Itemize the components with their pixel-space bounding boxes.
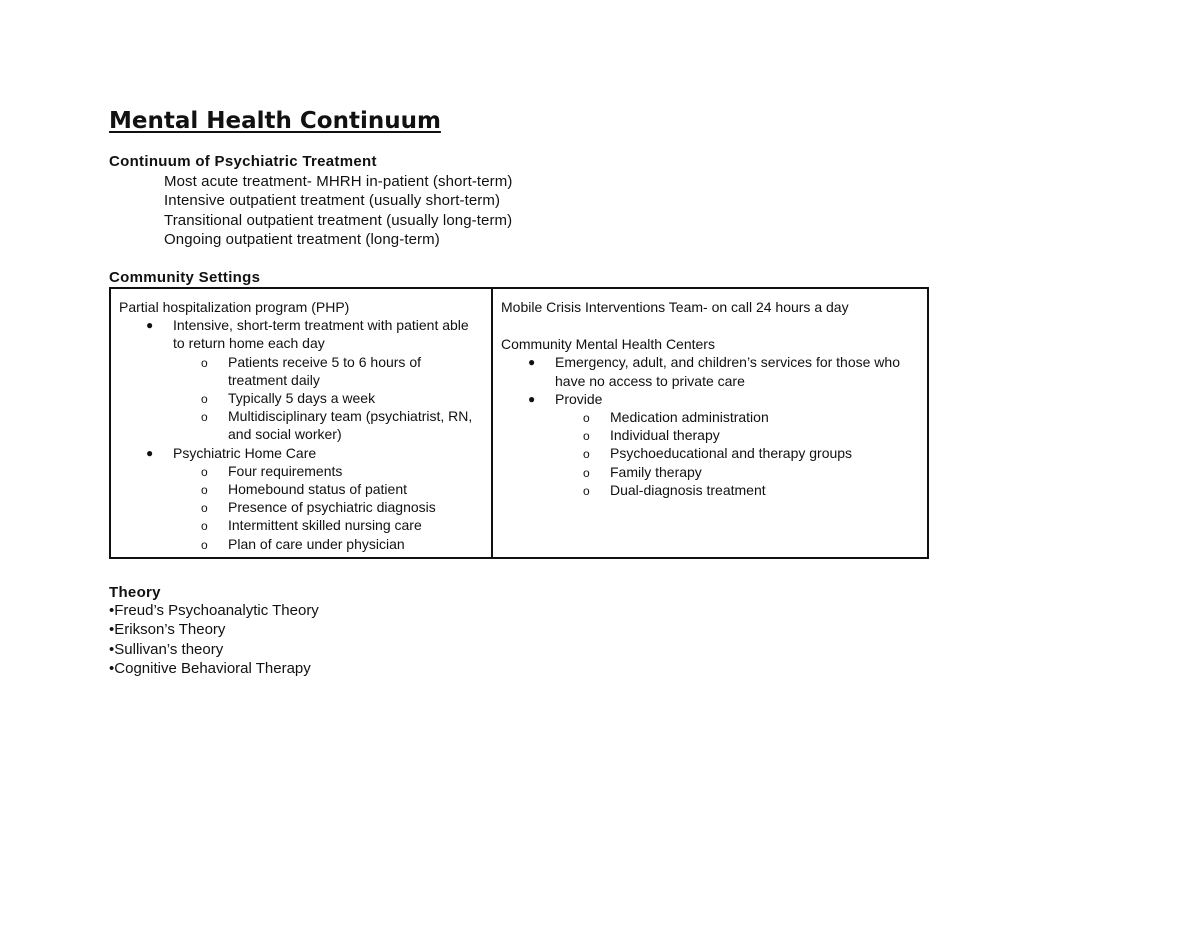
bullet-icon: ● <box>528 355 536 370</box>
spacer <box>501 316 927 335</box>
table-cell-php <box>111 289 493 557</box>
list-item <box>201 535 491 553</box>
theory-heading: Theory <box>109 584 161 601</box>
php-bullet-list <box>119 316 491 553</box>
list-item <box>583 426 927 444</box>
circle-bullet-icon: o <box>201 355 208 370</box>
continuum-item: Transitional outpatient treatment (usually long-term) <box>164 211 513 229</box>
circle-bullet-icon: o <box>201 392 208 407</box>
bullet-icon: ● <box>146 318 154 333</box>
mobile-crisis-title: Mobile Crisis Interventions Team- on call 24 hours a day <box>501 299 849 315</box>
circle-bullet-icon: o <box>201 483 208 498</box>
continuum-list <box>164 172 512 249</box>
continuum-item: Ongoing outpatient treatment (long-term) <box>164 230 440 248</box>
list-item <box>528 353 927 389</box>
list-item <box>583 408 927 426</box>
list-item <box>109 659 319 678</box>
sub-list <box>173 462 491 553</box>
list-item <box>146 316 491 443</box>
bullet-icon: • <box>109 659 115 677</box>
circle-bullet-icon: o <box>583 447 590 462</box>
list-item-text: Patients receive 5 to 6 hours of treatment daily <box>228 353 421 388</box>
continuum-item: Most acute treatment- MHRH in-patient (short-term) <box>164 173 513 190</box>
theory-list <box>109 601 319 678</box>
list-item <box>201 353 491 389</box>
document-title: Mental Health Continuum <box>109 108 441 134</box>
list-item-text: Individual therapy <box>610 427 720 444</box>
bullet-icon: • <box>109 621 115 639</box>
list-item-text: Cognitive Behavioral Therapy <box>114 659 311 677</box>
list-item-text: Psychoeducational and therapy groups <box>610 445 853 462</box>
list-item-text: Family therapy <box>610 463 702 480</box>
list-item-text: Presence of psychiatric diagnosis <box>228 499 436 516</box>
continuum-item: Intensive outpatient treatment (usually short-term) <box>164 192 501 210</box>
table-cell-crisis-and-cmhc <box>493 289 927 557</box>
list-item-text: Four requirements <box>228 462 343 479</box>
list-item-text: Sullivan’s theory <box>114 640 224 658</box>
sub-list <box>555 408 927 499</box>
list-item <box>528 390 927 499</box>
bullet-icon: ● <box>528 391 536 406</box>
circle-bullet-icon: o <box>201 537 208 552</box>
circle-bullet-icon: o <box>201 464 208 479</box>
community-settings-table <box>109 287 929 559</box>
community-settings-heading: Community Settings <box>109 269 261 286</box>
list-item-text: Emergency, adult, and children’s services for those who have no access to private care <box>555 354 900 389</box>
list-item-text: Medication administration <box>610 409 769 426</box>
list-item <box>583 444 927 462</box>
circle-bullet-icon: o <box>201 410 208 425</box>
list-item-text: Erikson’s Theory <box>114 621 226 639</box>
circle-bullet-icon: o <box>583 483 590 498</box>
circle-bullet-icon: o <box>583 429 590 444</box>
list-item-text: Plan of care under physician <box>228 535 405 552</box>
cmhc-bullet-list <box>501 353 927 499</box>
list-item <box>109 640 319 659</box>
circle-bullet-icon: o <box>583 411 590 426</box>
list-item-text: Freud’s Psychoanalytic Theory <box>114 602 319 619</box>
list-item-text: Provide <box>555 390 603 407</box>
circle-bullet-icon: o <box>201 519 208 534</box>
bullet-icon: • <box>109 602 115 619</box>
list-item <box>109 601 319 620</box>
cmhc-title: Community Mental Health Centers <box>501 336 715 353</box>
circle-bullet-icon: o <box>201 501 208 516</box>
list-item <box>201 407 491 443</box>
list-item <box>201 462 491 480</box>
sub-list <box>173 353 491 444</box>
list-item <box>583 481 927 499</box>
list-item <box>109 620 319 639</box>
bullet-icon: ● <box>146 445 154 460</box>
list-item-text: Typically 5 days a week <box>228 390 376 407</box>
list-item-text: Homebound status of patient <box>228 481 408 498</box>
list-item <box>146 444 491 553</box>
list-item <box>201 516 491 534</box>
list-item <box>201 480 491 498</box>
circle-bullet-icon: o <box>583 465 590 480</box>
list-item-text: Dual-diagnosis treatment <box>610 481 766 498</box>
list-item <box>201 389 491 407</box>
list-item <box>201 498 491 516</box>
list-item-text: Intermittent skilled nursing care <box>228 517 422 534</box>
list-item-text: Intensive, short-term treatment with patient able to return home each day <box>173 317 469 352</box>
list-item <box>583 463 927 481</box>
continuum-heading: Continuum of Psychiatric Treatment <box>109 153 377 170</box>
list-item-text: Psychiatric Home Care <box>173 444 317 461</box>
list-item-text: Multidisciplinary team (psychiatrist, RN, and social worker) <box>228 408 473 443</box>
bullet-icon: • <box>109 640 115 658</box>
php-title: Partial hospitalization program (PHP) <box>119 299 350 315</box>
